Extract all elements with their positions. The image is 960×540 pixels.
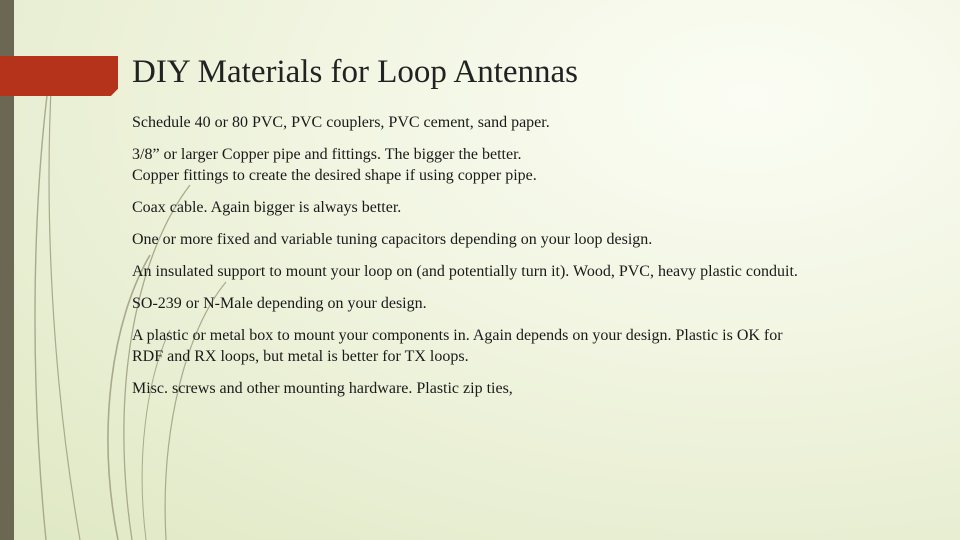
- bullet-item: [132, 325, 932, 367]
- bullet-item: [132, 378, 932, 399]
- bullet-list: [132, 112, 932, 410]
- bullet-text-line: A plastic or metal box to mount your components in. Again depends on your design. Plastic is OK for: [132, 327, 783, 344]
- bullet-item: [132, 293, 932, 314]
- bullet-item: [132, 144, 932, 186]
- bullet-text-line: 3/8” or larger Copper pipe and fittings. The bigger the better.: [132, 146, 522, 163]
- bullet-item: [132, 229, 932, 250]
- bullet-item: [132, 112, 932, 133]
- bullet-item: [132, 197, 932, 218]
- bullet-text-line: Misc. screws and other mounting hardware. Plastic zip ties,: [132, 380, 513, 397]
- bullet-text-line: SO-239 or N-Male depending on your design.: [132, 295, 427, 312]
- slide-title: DIY Materials for Loop Antennas: [132, 54, 578, 90]
- bullet-text-line: RDF and RX loops, but metal is better for TX loops.: [132, 348, 469, 365]
- bullet-text-line: Schedule 40 or 80 PVC, PVC couplers, PVC cement, sand paper.: [132, 114, 550, 131]
- title-accent-bar: [0, 56, 118, 96]
- bullet-text-line: Copper fittings to create the desired shape if using copper pipe.: [132, 167, 537, 184]
- bullet-text-line: One or more fixed and variable tuning capacitors depending on your loop design.: [132, 231, 653, 248]
- bullet-text-line: Coax cable. Again bigger is always better.: [132, 199, 402, 216]
- bullet-item: [132, 261, 932, 282]
- bullet-text-line: An insulated support to mount your loop on (and potentially turn it). Wood, PVC, heavy plastic conduit.: [132, 263, 798, 280]
